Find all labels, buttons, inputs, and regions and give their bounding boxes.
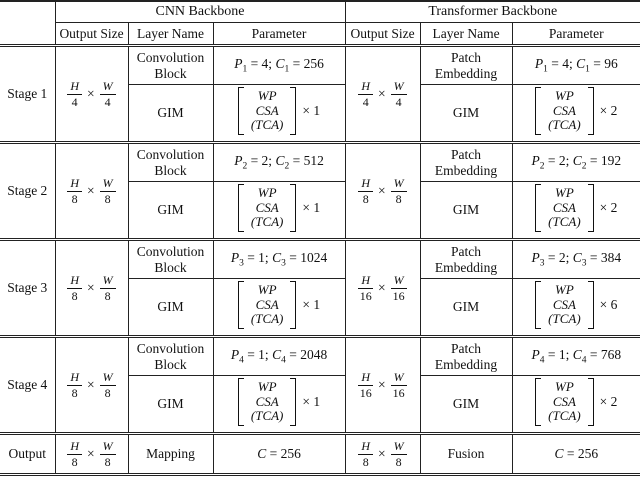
transformer-output-size-cell (345, 434, 420, 475)
cnn-parameter-header: Parameter (213, 23, 345, 46)
transformer-layer-name-cell: Patch Embedding (420, 46, 512, 85)
fraction-numerator: W (391, 440, 407, 455)
matrix-right-bracket (588, 184, 594, 232)
cnn-gim-cell: GIM (128, 279, 213, 337)
times-symbol: × (87, 183, 95, 198)
matrix-multiplier: × 2 (599, 200, 618, 215)
transformer-output-size-cell (345, 240, 420, 337)
cnn-output-size-cell (55, 337, 128, 434)
times-symbol: × (378, 86, 386, 101)
cnn-layer-name-cell: Convolution Block (128, 143, 213, 182)
fraction-numerator: W (391, 371, 407, 386)
transformer-gim-parameter-cell (512, 376, 640, 434)
times-symbol: × (378, 183, 386, 198)
matrix-row: WP (257, 281, 277, 297)
transformer-output-size-cell (345, 143, 420, 240)
times-symbol: × (378, 280, 386, 295)
fraction (358, 80, 373, 108)
stage-label: Stage 4 (0, 337, 55, 434)
matrix-row: CSA (255, 393, 279, 409)
times-symbol: × (87, 280, 95, 295)
fraction-numerator: W (100, 274, 116, 289)
matrix-multiplier: × 2 (599, 394, 618, 409)
fraction-denominator: 8 (71, 288, 78, 303)
stage-rows (0, 46, 640, 434)
corner-spacer-cell (0, 1, 55, 23)
matrix-multiplier: × 1 (302, 394, 321, 409)
transformer-output-parameter-cell: C = 256 (512, 434, 640, 475)
cnn-output-size-cell (55, 46, 128, 143)
fraction (67, 274, 82, 302)
matrix-row: WP (257, 87, 277, 103)
fraction (100, 440, 116, 468)
matrix-row: WP (555, 378, 574, 394)
matrix-multiplier: × 1 (302, 103, 321, 118)
cnn-parameter-cell: $P_1 = 4$; $C_1 = 256$ (213, 46, 345, 85)
transformer-layer-name-cell: Patch Embedding (420, 337, 512, 376)
matrix-row: CSA (552, 393, 576, 409)
stage-label: Stage 3 (0, 240, 55, 337)
fraction (100, 274, 116, 302)
cnn-parameter-cell: $P_2 = 2$; $C_2 = 512$ (213, 143, 345, 182)
transformer-backbone-title: Transformer Backbone (345, 1, 640, 23)
cnn-gim-cell: GIM (128, 182, 213, 240)
fraction-denominator: 8 (104, 288, 111, 303)
fraction-denominator: 8 (104, 191, 111, 206)
matrix-row: WP (257, 378, 277, 394)
fraction-numerator: H (358, 80, 373, 95)
fraction (358, 371, 373, 399)
fraction (67, 177, 82, 205)
transformer-gim-cell: GIM (420, 376, 512, 434)
fraction-numerator: W (100, 80, 116, 95)
matrix-right-bracket (588, 378, 594, 426)
times-symbol: × (87, 377, 95, 392)
fraction-numerator: H (358, 440, 373, 455)
transformer-output-size-cell (345, 337, 420, 434)
matrix-row: (TCA) (250, 214, 284, 230)
stage-label: Stage 2 (0, 143, 55, 240)
cnn-output-size-cell (55, 434, 128, 475)
matrix-row: (TCA) (548, 117, 581, 133)
cnn-output-size-cell (55, 143, 128, 240)
backbone-title-row (0, 1, 640, 23)
matrix-row: CSA (255, 296, 279, 312)
transformer-layer-name-header: Layer Name (420, 23, 512, 46)
fraction-numerator: W (100, 440, 116, 455)
stage-sub-row-1 (0, 46, 640, 85)
transformer-fusion-layer-cell: Fusion (420, 434, 512, 475)
matrix-row: WP (555, 184, 574, 200)
matrix-multiplier: × 6 (599, 297, 618, 312)
cnn-gim-parameter-cell (213, 279, 345, 337)
fraction-denominator: 8 (104, 385, 111, 400)
transformer-gim-cell: GIM (420, 279, 512, 337)
matrix-right-bracket (290, 184, 296, 232)
fraction-numerator: W (391, 80, 407, 95)
matrix-row: CSA (552, 199, 576, 215)
fraction-denominator: 4 (362, 94, 369, 109)
cnn-gim-parameter-cell (213, 85, 345, 143)
column-header-row (0, 23, 640, 46)
matrix-multiplier: × 1 (302, 297, 321, 312)
fraction (358, 177, 373, 205)
matrix-row: (TCA) (548, 311, 581, 327)
fraction (358, 440, 373, 468)
transformer-output-size-cell (345, 46, 420, 143)
transformer-output-size-header: Output Size (345, 23, 420, 46)
transformer-layer-name-cell: Patch Embedding (420, 240, 512, 279)
fraction (67, 440, 82, 468)
cnn-layer-name-cell: Convolution Block (128, 240, 213, 279)
gim-matrix (238, 378, 320, 426)
transformer-parameter-header: Parameter (512, 23, 640, 46)
table-header (0, 1, 640, 46)
fraction-denominator: 16 (359, 288, 372, 303)
gim-matrix (238, 281, 320, 329)
output-row (0, 434, 640, 475)
times-symbol: × (87, 446, 95, 461)
transformer-gim-parameter-cell (512, 279, 640, 337)
fraction-denominator: 8 (71, 385, 78, 400)
matrix-row: (TCA) (250, 408, 284, 424)
stage-sub-row-1 (0, 143, 640, 182)
fraction-numerator: H (358, 177, 373, 192)
fraction-denominator: 16 (392, 385, 405, 400)
cnn-layer-name-cell: Convolution Block (128, 337, 213, 376)
cnn-gim-cell: GIM (128, 85, 213, 143)
matrix-multiplier: × 1 (302, 200, 321, 215)
fraction-numerator: H (67, 371, 82, 386)
fraction-numerator: W (391, 177, 407, 192)
transformer-parameter-cell: $P_2 = 2$; $C_2 = 192$ (512, 143, 640, 182)
fraction-denominator: 16 (392, 288, 405, 303)
gim-matrix (535, 378, 617, 426)
fraction-numerator: H (67, 80, 82, 95)
gim-matrix (535, 87, 617, 135)
matrix-right-bracket (588, 281, 594, 329)
stage-sub-row-1 (0, 240, 640, 279)
cnn-gim-parameter-cell (213, 182, 345, 240)
matrix-row: (TCA) (250, 117, 284, 133)
fraction-denominator: 16 (359, 385, 372, 400)
cnn-parameter-cell: $P_3 = 1$; $C_3 = 1024$ (213, 240, 345, 279)
cnn-parameter-cell: $P_4 = 1$; $C_4 = 2048$ (213, 337, 345, 376)
transformer-parameter-cell: $P_4 = 1$; $C_4 = 768$ (512, 337, 640, 376)
fraction-numerator: W (391, 274, 407, 289)
matrix-row: CSA (552, 102, 576, 118)
fraction-numerator: H (67, 177, 82, 192)
cnn-output-size-header: Output Size (55, 23, 128, 46)
times-symbol: × (87, 86, 95, 101)
times-symbol: × (378, 377, 386, 392)
fraction-numerator: H (358, 274, 373, 289)
cnn-layer-name-header: Layer Name (128, 23, 213, 46)
matrix-row: CSA (552, 296, 576, 312)
cnn-layer-name-cell: Convolution Block (128, 46, 213, 85)
fraction (391, 274, 407, 302)
transformer-gim-cell: GIM (420, 85, 512, 143)
cnn-mapping-layer-cell: Mapping (128, 434, 213, 475)
matrix-row: CSA (255, 102, 279, 118)
gim-matrix (238, 184, 320, 232)
fraction-denominator: 8 (395, 454, 402, 469)
matrix-row: (TCA) (250, 311, 284, 327)
fraction (100, 80, 116, 108)
transformer-gim-parameter-cell (512, 85, 640, 143)
fraction-numerator: W (100, 371, 116, 386)
matrix-row: WP (257, 184, 277, 200)
fraction (67, 371, 82, 399)
transformer-parameter-cell: $P_1 = 4$; $C_1 = 96$ (512, 46, 640, 85)
cnn-gim-parameter-cell (213, 376, 345, 434)
matrix-row: (TCA) (548, 408, 581, 424)
output-label: Output (0, 434, 55, 475)
matrix-row: WP (555, 281, 574, 297)
fraction (358, 274, 373, 302)
matrix-row: WP (555, 87, 574, 103)
fraction-numerator: H (67, 440, 82, 455)
fraction-denominator: 8 (71, 191, 78, 206)
times-symbol: × (378, 446, 386, 461)
fraction (100, 177, 116, 205)
cnn-output-size-cell (55, 240, 128, 337)
stage-sub-row-1 (0, 337, 640, 376)
cnn-output-parameter-cell: C = 256 (213, 434, 345, 475)
fraction-denominator: 8 (395, 191, 402, 206)
matrix-right-bracket (290, 281, 296, 329)
fraction (391, 177, 407, 205)
stage-header-spacer (0, 23, 55, 46)
output-row-group (0, 434, 640, 475)
fraction-numerator: H (358, 371, 373, 386)
fraction (67, 80, 82, 108)
transformer-layer-name-cell: Patch Embedding (420, 143, 512, 182)
matrix-right-bracket (290, 87, 296, 135)
gim-matrix (535, 281, 617, 329)
transformer-parameter-cell: $P_3 = 2$; $C_3 = 384$ (512, 240, 640, 279)
transformer-gim-cell: GIM (420, 182, 512, 240)
fraction (391, 371, 407, 399)
matrix-right-bracket (588, 87, 594, 135)
matrix-row: (TCA) (548, 214, 581, 230)
fraction (391, 440, 407, 468)
fraction-denominator: 8 (71, 454, 78, 469)
fraction-denominator: 8 (104, 454, 111, 469)
matrix-multiplier: × 2 (599, 103, 618, 118)
fraction-denominator: 4 (104, 94, 111, 109)
stage-label: Stage 1 (0, 46, 55, 143)
cnn-backbone-title: CNN Backbone (55, 1, 345, 23)
fraction-denominator: 4 (71, 94, 78, 109)
fraction-denominator: 8 (362, 191, 369, 206)
fraction (391, 80, 407, 108)
fraction-denominator: 8 (362, 454, 369, 469)
gim-matrix (535, 184, 617, 232)
fraction-numerator: H (67, 274, 82, 289)
fraction (100, 371, 116, 399)
fraction-denominator: 4 (395, 94, 402, 109)
matrix-right-bracket (290, 378, 296, 426)
gim-matrix (238, 87, 320, 135)
fraction-numerator: W (100, 177, 116, 192)
cnn-gim-cell: GIM (128, 376, 213, 434)
matrix-row: CSA (255, 199, 279, 215)
transformer-gim-parameter-cell (512, 182, 640, 240)
